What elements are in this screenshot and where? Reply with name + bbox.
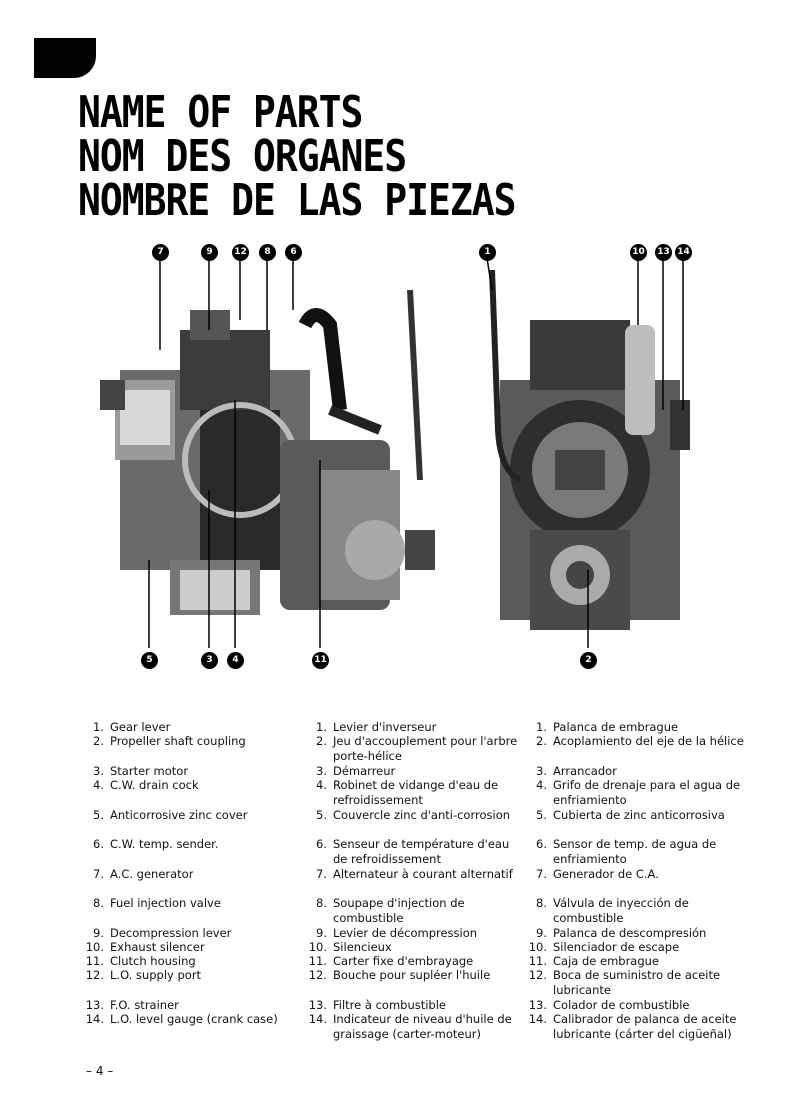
part-name: L.O. level gauge (crank case) [110,1012,278,1026]
callout-9: 9 [201,244,218,261]
part-name: A.C. generator [110,867,194,881]
part-item-english [80,954,290,969]
part-name: F.O. strainer [110,998,179,1012]
part-number: 7. [93,867,104,881]
part-name: Starter motor [110,764,189,778]
part-name: Carter fixe d'embrayage [333,954,474,968]
part-number: 8. [93,896,104,910]
part-number: 9. [93,926,104,940]
part-number: 13. [308,998,327,1012]
part-number: 12. [85,968,104,982]
part-item-spanish [523,926,748,941]
callout-11: 11 [312,652,329,669]
part-name: Gear lever [110,720,171,734]
part-item-spanish [523,1012,748,1041]
part-item-english [80,896,290,911]
part-name: Levier d'inverseur [333,720,437,734]
part-name: Generador de C.A. [553,867,659,881]
part-item-french [303,940,523,955]
part-item-french [303,968,523,983]
engine-illustration [80,230,720,690]
part-item-spanish [523,896,748,925]
part-name: Boca de suministro de aceite lubricante [553,968,721,997]
part-number: 8. [536,896,547,910]
part-number: 7. [536,867,547,881]
callout-3: 3 [201,652,218,669]
part-number: 2. [93,734,104,748]
part-item-french [303,837,523,866]
part-name: Cubierta de zinc anticorrosiva [553,808,725,822]
part-number: 6. [93,837,104,851]
part-number: 3. [316,764,327,778]
callout-7: 7 [152,244,169,261]
callout-13: 13 [655,244,672,261]
part-name: Alternateur à courant alternatif [333,867,513,881]
part-number: 4. [316,778,327,792]
part-name: Decompression lever [110,926,232,940]
part-name: Filtre à combustible [333,998,447,1012]
callout-5: 5 [141,652,158,669]
part-item-spanish [523,998,748,1013]
part-number: 6. [536,837,547,851]
part-name: Démarreur [333,764,396,778]
part-item-spanish [523,837,748,866]
part-item-french [303,778,523,807]
part-item-french [303,808,523,823]
part-name: Grifo de drenaje para el agua de enfriamiento [553,778,741,807]
part-number: 4. [536,778,547,792]
part-name: Clutch housing [110,954,196,968]
callout-6: 6 [285,244,302,261]
part-name: Exhaust silencer [110,940,205,954]
part-item-english [80,968,290,983]
part-name: Palanca de embrague [553,720,679,734]
part-name: Propeller shaft coupling [110,734,246,748]
part-item-english [80,778,290,793]
part-number: 6. [316,837,327,851]
engine-side-view [100,258,435,648]
engine-figure [80,230,720,690]
part-number: 10. [85,940,104,954]
callout-1: 1 [479,244,496,261]
part-item-french [303,926,523,941]
part-number: 11. [528,954,547,968]
part-number: 11. [308,954,327,968]
part-number: 14. [85,1012,104,1026]
part-number: 3. [93,764,104,778]
part-item-spanish [523,734,748,749]
part-name: Jeu d'accouplement pour l'arbre porte-hélice [333,734,518,763]
section-tab-mark [34,38,96,78]
part-item-spanish [523,720,748,735]
part-item-french [303,867,523,882]
part-name: Levier de décompression [333,926,478,940]
part-item-english [80,764,290,779]
part-number: 11. [85,954,104,968]
part-item-english [80,940,290,955]
part-item-spanish [523,940,748,955]
callout-2: 2 [580,652,597,669]
part-name: Anticorrosive zinc cover [110,808,248,822]
part-item-spanish [523,954,748,969]
title-block [78,86,516,226]
part-name: C.W. drain cock [110,778,199,792]
part-name: Calibrador de palanca de aceite lubricante (cárter del cigüeñal) [553,1012,737,1041]
part-number: 1. [93,720,104,734]
callout-4: 4 [227,652,244,669]
part-item-french [303,764,523,779]
part-number: 5. [316,808,327,822]
part-name: C.W. temp. sender. [110,837,219,851]
part-number: 2. [316,734,327,748]
part-name: Caja de embrague [553,954,660,968]
part-item-english [80,926,290,941]
title-french: NOM DES ORGANES [78,130,407,182]
part-number: 8. [316,896,327,910]
callout-14: 14 [675,244,692,261]
part-number: 5. [93,808,104,822]
part-item-english [80,867,290,882]
part-number: 13. [85,998,104,1012]
part-item-french [303,734,523,763]
part-item-english [80,837,290,852]
part-item-spanish [523,808,748,823]
callout-12: 12 [232,244,249,261]
part-name: Senseur de température d'eau de refroidissement [333,837,510,866]
part-item-french [303,1012,523,1041]
part-name: Couvercle zinc d'anti-corrosion [333,808,511,822]
part-number: 10. [528,940,547,954]
part-name: Silencieux [333,940,392,954]
part-item-english [80,808,290,823]
part-item-english [80,734,290,749]
part-name: Acoplamiento del eje de la hélice [553,734,744,748]
part-name: Robinet de vidange d'eau de refroidissement [333,778,499,807]
part-item-french [303,896,523,925]
part-name: Arrancador [553,764,617,778]
part-number: 12. [308,968,327,982]
part-name: L.O. supply port [110,968,202,982]
part-item-french [303,720,523,735]
page-number: – 4 – [86,1064,114,1078]
title-spanish: NOMBRE DE LAS PIEZAS [78,174,516,226]
part-name: Colador de combustible [553,998,690,1012]
part-item-english [80,1012,290,1027]
part-name: Fuel injection valve [110,896,221,910]
part-item-english [80,998,290,1013]
part-number: 1. [316,720,327,734]
title-english: NAME OF PARTS [78,86,363,138]
part-item-french [303,998,523,1013]
part-name: Soupape d'injection de combustible [333,896,465,925]
callout-8: 8 [259,244,276,261]
part-number: 10. [308,940,327,954]
part-item-spanish [523,764,748,779]
part-number: 9. [316,926,327,940]
part-number: 3. [536,764,547,778]
part-item-spanish [523,867,748,882]
part-number: 12. [528,968,547,982]
part-item-spanish [523,968,748,997]
part-number: 13. [528,998,547,1012]
part-number: 7. [316,867,327,881]
part-number: 14. [528,1012,547,1026]
part-name: Válvula de inyección de combustible [553,896,689,925]
part-name: Indicateur de niveau d'huile de graissage (carter-moteur) [333,1012,512,1041]
part-name: Bouche pour supléer l'huile [333,968,491,982]
part-item-french [303,954,523,969]
part-item-english [80,720,290,735]
part-number: 4. [93,778,104,792]
part-name: Palanca de descompresión [553,926,707,940]
part-number: 9. [536,926,547,940]
engine-rear-view [487,258,690,648]
part-name: Silenciador de escape [553,940,680,954]
part-number: 14. [308,1012,327,1026]
part-number: 1. [536,720,547,734]
part-number: 2. [536,734,547,748]
callout-10: 10 [630,244,647,261]
part-item-spanish [523,778,748,807]
part-number: 5. [536,808,547,822]
part-name: Sensor de temp. de agua de enfriamiento [553,837,717,866]
